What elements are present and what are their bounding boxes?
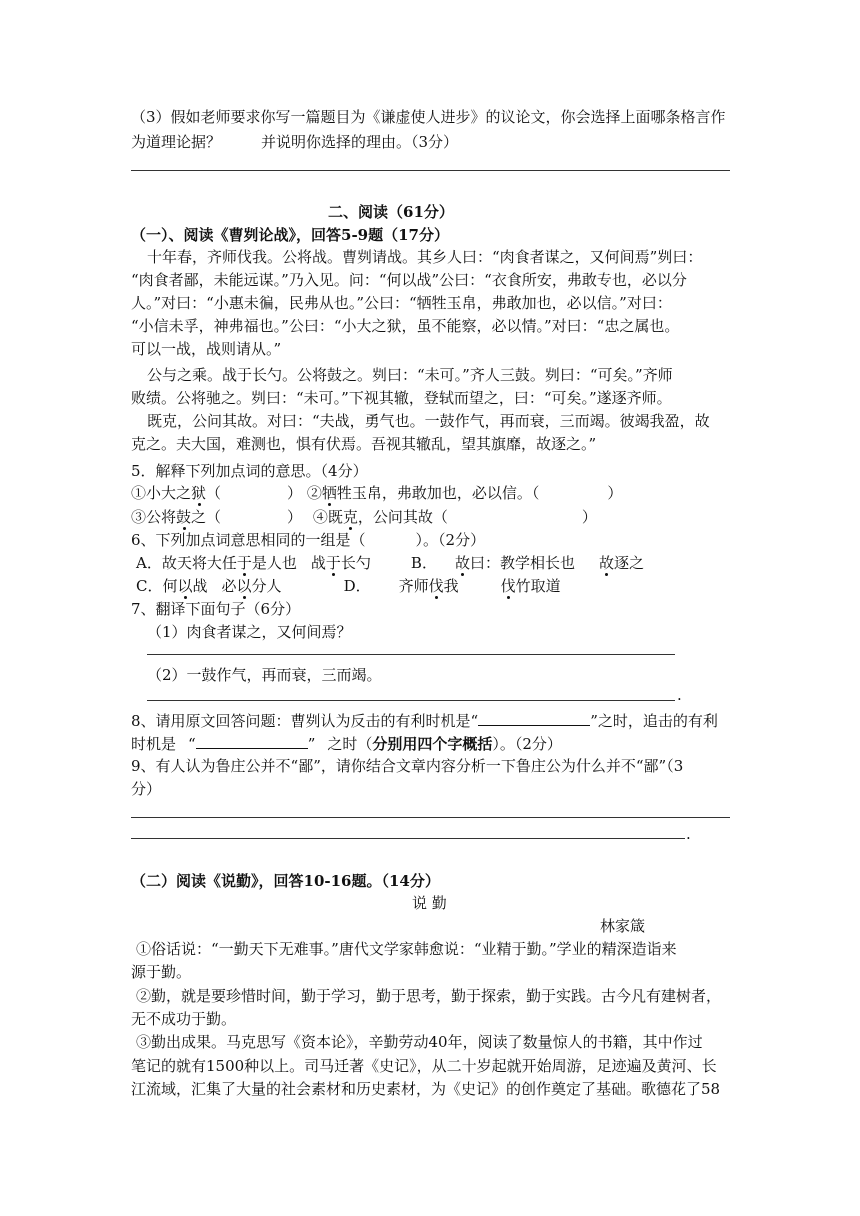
essay-author: 林家箴	[600, 917, 646, 935]
q7-answer-line-1	[147, 654, 675, 655]
q5-row1: ①小大之狱（ ） ②牺牲玉帛，弗敢加也，必以信。（ ）	[131, 484, 623, 502]
q6-row1: A．故天将大任于是人也 战于长勺 B． 故曰：教学相长也 故逐之	[136, 554, 645, 572]
answer-line	[131, 170, 730, 171]
q7-stem: 7、翻译下面句子（6分）	[131, 600, 301, 618]
passage-1-line: 可以一战，战则请从。”	[131, 340, 282, 358]
q7-sentence-1: （1）肉食者谋之，又何间焉？	[147, 623, 352, 641]
q3-line2a: 为道理论据？	[131, 133, 222, 151]
passage-1-line: 败绩。公将驰之。刿曰：“未可。”下视其辙，登轼而望之，曰：“可矣。”遂逐齐师。	[131, 389, 672, 407]
passage-1-line: 人。”对曰：“小惠未徧，民弗从也。”公曰：“牺牲玉帛，弗敢加也，必以信。”对曰：	[131, 294, 672, 312]
essay-title: 说 勤	[412, 894, 447, 912]
passage-2-line: ①俗话说：“一勤天下无难事。”唐代文学家韩愈说：“业精于勤。”学业的精深造诣来	[136, 940, 677, 958]
passage-2-line: ③勤出成果。马克思写《资本论》，辛勤劳动40年，阅读了数量惊人的书籍，其中作过	[136, 1033, 703, 1051]
q6-stem: 6、下列加点词意思相同的一组是（ ）。（2分）	[131, 531, 486, 549]
q6-row2: C．何以战 必以分人 D． 齐师伐我 伐竹取道	[136, 577, 561, 595]
passage-1-line: 公与之乘。战于长勺。公将鼓之。刿曰：“未可。”齐人三鼓。刿曰：“可矣。”齐师	[147, 366, 673, 384]
part2-title: （二）阅读《说勤》，回答10-16题。（14分）	[131, 872, 440, 890]
q7-sentence-2: （2）一鼓作气，再而衰，三而竭。	[147, 666, 382, 684]
q3-line2b: 并说明你选择的理由。（3分）	[261, 133, 459, 151]
passage-2-line: 江流域，汇集了大量的社会素材和历史素材，为《史记》的创作奠定了基础。歌德花了58	[131, 1080, 721, 1098]
passage-2-line: ②勤，就是要珍惜时间，勤于学习，勤于思考，勤于探索，勤于实践。古今凡有建树者，	[136, 987, 722, 1005]
q7-period: .	[677, 686, 682, 704]
q8-line1: 8、请用原文回答问题：曹刿认为反击的有利时机是“ ”之时，追击的有利	[131, 712, 718, 730]
section-title: 二、阅读（61分）	[328, 203, 454, 221]
part1-title: （一）、阅读《曹刿论战》，回答5-9题（17分）	[131, 226, 449, 244]
q5-row2: ③公将鼓之（ ） ④既克，公问其故（ ）	[131, 508, 597, 526]
q5-stem: 5．解释下列加点词的意思。（4分）	[131, 462, 368, 480]
passage-1-line: 十年春，齐师伐我。公将战。曹刿请战。其乡人曰：“肉食者谋之，又何间焉”刿曰：	[147, 248, 703, 266]
q9-line1: 9、有人认为鲁庄公并不“鄙”，请你结合文章内容分析一下鲁庄公为什么并不“鄙”（3	[131, 757, 684, 775]
q9-answer-line-1	[131, 817, 730, 818]
passage-2-line: 笔记的就有1500种以上。司马迁著《史记》，从二十岁起就开始周游，足迹遍及黄河、长	[131, 1057, 717, 1075]
passage-1-line: “小信未孚，神弗福也。”公曰：“小大之狱，虽不能察，必以情。”对曰：“忠之属也。	[131, 317, 680, 335]
passage-1-line: “肉食者鄙，未能远谋。”乃入见。问：“何以战”公曰：“衣食所安，弗敢专也，必以分	[131, 271, 687, 289]
q9-line2: 分）	[131, 780, 162, 798]
q3-line2	[131, 133, 458, 151]
q9-answer-line-2	[131, 838, 685, 839]
passage-2-line: 无不成功于勤。	[131, 1010, 237, 1028]
passage-2-line: 源于勤。	[131, 963, 192, 981]
q8-line2: 时机是 “ ” 之时（分别用四个字概括）。（2分）	[131, 735, 562, 753]
passage-1-line: 克之。夫大国，难测也，惧有伏焉。吾视其辙乱，望其旗靡，故逐之。”	[131, 435, 597, 453]
passage-1-line: 既克，公问其故。对曰：“夫战，勇气也。一鼓作气，再而衰，三而竭。彼竭我盈，故	[147, 412, 710, 430]
q9-period: .	[686, 825, 691, 843]
q7-answer-line-2	[147, 700, 675, 701]
q3-line1: （3）假如老师要求你写一篇题目为《谦虚使人进步》的议论文，你会选择上面哪条格言作	[131, 108, 726, 126]
